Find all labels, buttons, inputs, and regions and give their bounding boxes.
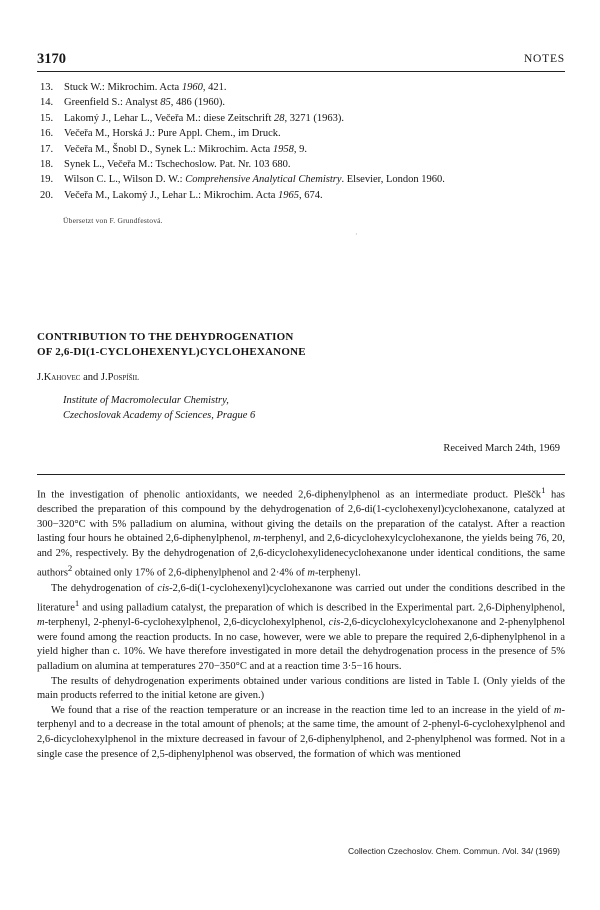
scan-mark: · [355, 230, 358, 239]
reference-item: 16. Večeřa M., Horská J.: Pure Appl. Chem., im Druck. [40, 128, 281, 140]
running-head: NOTES [523, 53, 565, 65]
translator-note: Übersetzt von F. Grundfestová. [63, 216, 163, 225]
author-affiliation: Institute of Macromolecular Chemistry, Czechoslovak Academy of Sciences, Prague 6 [63, 395, 256, 421]
reference-item: 17. Večeřa M., Šnobl D., Synek L.: Mikrochim. Acta 1958, 9. [40, 143, 307, 155]
reference-list [40, 80, 560, 203]
author-surname: Kahovec [43, 372, 81, 383]
reference-item: 20. Večeřa M., Lakomý J., Lehar L.: Mikrochim. Acta 1965, 674. [40, 189, 323, 201]
page-header [37, 51, 565, 69]
reference-item: 14. Greenfield S.: Analyst 85, 486 (1960). [40, 97, 225, 109]
section-rule [37, 474, 565, 475]
body-paragraph: The results of dehydrogenation experiments obtained under various conditions are listed in Table I. (Only yields of the main products referred to the initial ketone are given.) [37, 675, 565, 702]
header-rule [37, 71, 565, 72]
article-title [37, 330, 306, 360]
article-authors: J.Kahovec and J.Pospíšil [37, 372, 140, 383]
received-date: Received March 24th, 1969 [443, 443, 560, 454]
body-paragraph: In the investigation of phenolic antioxidants, we needed 2,6-diphenylphenol as an intermediate product. Pleščk$^1$ has described the preparation of this compound by the dehydrogenation of 2,6-di(1-cyclohexenyl)cyclohexanone, catalyzed at 300−320°C with 5% palladium on alumina, without giving the details on the preparation of the catalyst. After a reaction lasting four hours he obtained 2,6-diphenylphenol, m-terphenyl, and 2,6-dicyclohexylcyclohexanone, the yields being 76, 20, and 2%, respectively. By the dehydrogenation of 2,6-dicyclohexylidenecyclohexanone under identical conditions, the same authors$^2$ obtained only 17% of 2,6-diphenylphenol and 2·4% of m-terphenyl. [37, 485, 565, 579]
reference-item: 19. Wilson C. L., Wilson D. W.: Comprehensive Analytical Chemistry. Elsevier, London 1960. [40, 174, 445, 186]
article-title-line: CONTRIBUTION TO THE DEHYDROGENATION [37, 331, 294, 343]
journal-footer: Collection Czechoslov. Chem. Commun. /Vol. 34/ (1969) [348, 846, 560, 856]
page-number: 3170 [37, 51, 66, 67]
article-title-line: OF 2,6-DI(1-CYCLOHEXENYL)CYCLOHEXANONE [37, 346, 306, 358]
reference-item: 18. Synek L., Večeřa M.: Tschechoslow. Pat. Nr. 103 680. [40, 159, 291, 171]
reference-item: 15. Lakomý J., Lehar L., Večeřa M.: diese Zeitschrift 28, 3271 (1963). [40, 112, 345, 124]
body-paragraph: We found that a rise of the reaction temperature or an increase in the reaction time led to an increase in the yield of m-terphenyl and to a decrease in the total amount of phenols; at the same time, the amount of 2-phenyl-6-cyclohexylphenol and 2,6-dicyclohexylphenol in the mixture decreased in favour of 2,6-diphenylphenol, and 2-phenylphenol was formed. Not in a single case the presence of 2,5-diphenylphenol was observed, the formation of which was mentioned [37, 704, 565, 760]
body-paragraph: The dehydrogenation of cis-2,6-di(1-cyclohexenyl)cyclohexanone was carried out under the conditions described in the literature$^1$ and using palladium catalyst, the preparation of which is described in the Experimental part. 2,6-Diphenylphenol, m-terphenyl, 2-phenyl-6-cyclohexylphenol, 2,6-dicyclohexylphenol, cis-2,6-dicyclohexylcyclohexanone and 2-phenylphenol were found among the reaction products. In no case, however, were we able to prepare the required 2,6-diphenylphenol in a yield higher than c. 10%. We have therefore investigated in more detail the dehydrogenation process in the presence of 5% palladium on alumina at temperatures 270−350°C and at a reaction time 3·5−16 hours. [37, 582, 565, 673]
reference-item: 13. Stuck W.: Mikrochim. Acta 1960, 421. [40, 82, 227, 93]
author-surname: Pospíšil [107, 372, 140, 383]
article-body [37, 483, 565, 762]
